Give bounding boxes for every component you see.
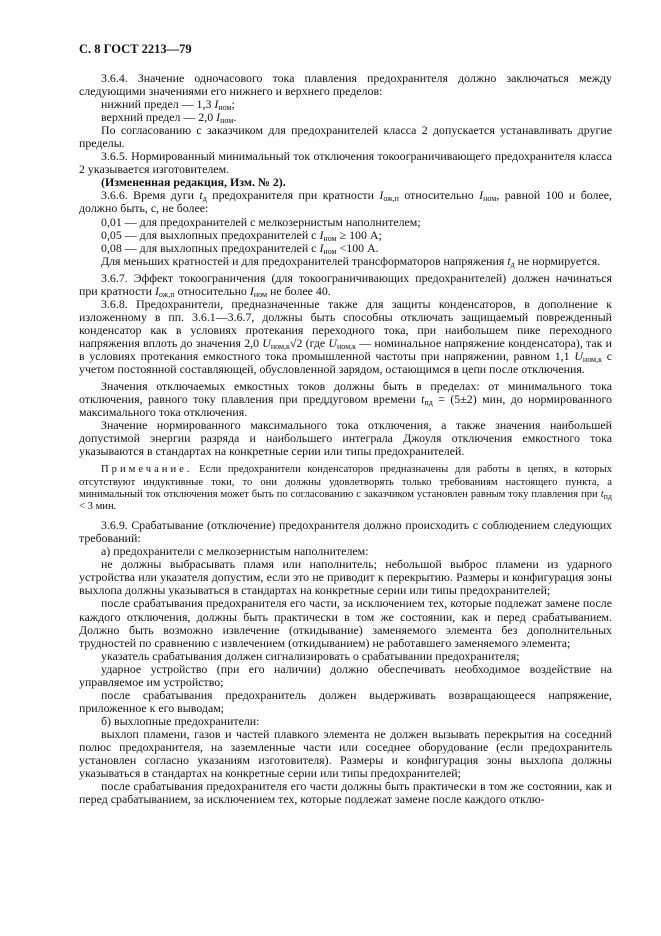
text-run: 0,01 — для предохранителей с мелкозернистым наполнителем; <box>101 214 421 229</box>
paragraph <box>79 419 612 458</box>
paragraph <box>79 189 612 215</box>
paragraph <box>79 689 612 715</box>
math-subscript: д <box>202 194 207 204</box>
math-subscript: ном <box>483 194 497 204</box>
text-run: = (5±2) мин, до нормированного максимального тока отключения. <box>79 392 612 420</box>
math-subscript: ож,п <box>158 289 175 299</box>
text-run: 3.6.8. Предохранители, предназначенные также для защиты конденсаторов, в дополнение к изложенному в пп. 3.6.1—3.6.7, должны быть способны отключать защищаемый поврежденный конденсатор как в условиях протекания переходного тока, при наибольшем пике переходного напряжения вплоть до значения 2,0 <box>79 296 612 350</box>
paragraph <box>79 728 612 780</box>
paragraph <box>79 255 612 268</box>
math-variable: U <box>574 348 583 363</box>
text-run: 3.6.6. Время дуги <box>101 188 200 203</box>
math-subscript: ном,к <box>582 354 602 364</box>
math-subscript: ном <box>253 289 268 299</box>
text-run: ; <box>231 97 235 112</box>
page-header: С. 8 ГОСТ 2213—79 <box>79 42 192 56</box>
text-run: 3.6.7. Эффект токоограничения (для токоограничивающих предохранителей) должен начинаться при кратности <box>79 270 612 298</box>
text-run: 0,05 — для выхлопных предохранителей с <box>101 227 320 242</box>
text-run: . <box>233 110 237 125</box>
math-variable: I <box>249 283 254 298</box>
text-run: нижний предел — 1,3 <box>101 97 215 112</box>
math-subscript: пд <box>603 491 612 501</box>
math-variable: I <box>216 110 221 125</box>
text-run: 3.6.5. Нормированный минимальный ток отключения токоограничивающего предохранителя класса 2 указывается изготовителем. <box>79 149 612 177</box>
text-run: после срабатывания предохранитель должен выдерживать возвращающееся напряжение, приложенное к его выводам; <box>79 687 612 715</box>
math-variable: t <box>421 392 425 407</box>
text-run: после срабатывания предохранителя его части, за исключением тех, которые подлежат замене после каждого отключения, должны быть практически в том же состоянии, как и перед срабатыванием. Должно быть возможно извлечение (откидывание) заменяемого элемента без дополнительных трудностей по сравнению с извлечением (откидыванием) не работавшего заменяемого элемента; <box>79 596 612 650</box>
math-variable: t <box>507 253 511 268</box>
math-variable: t <box>199 188 203 203</box>
paragraph <box>79 519 612 545</box>
paragraph <box>79 380 612 419</box>
text-run: (Измененная редакция, Изм. № 2). <box>101 175 286 190</box>
math-variable: U <box>262 335 271 350</box>
text-run: а) предохранители с мелкозернистым наполнителем: <box>101 544 369 559</box>
paragraph <box>79 298 612 376</box>
math-subscript: ном <box>323 233 337 243</box>
text-run: не должны выбрасывать пламя или наполнитель; небольшой выброс пламени из ударного устройства или указателя допустим, если это не приводит к перекрытию. Размеры и конфигурация зоны выхлопа должны указываться в стандартах на конкретные серии или типы предохранителей; <box>79 557 612 598</box>
text-run: Значения отключаемых емкостных токов должны быть в пределах: от минимального тока отключения, равного току плавления при преддуговом времени <box>79 379 612 407</box>
text-run: не нормируется. <box>514 253 601 268</box>
text-run: предохранителя при кратности <box>206 188 380 203</box>
text-run: ударное устройство (при его наличии) должно обеспечивать необходимое воздействие на управляемое им устройство; <box>79 661 612 689</box>
text-run: не более 40. <box>267 283 331 298</box>
text-run: указатель срабатывания должен сигнализировать о срабатывании предохранителя; <box>101 648 520 663</box>
math-subscript: ном,к <box>336 341 357 351</box>
paragraph <box>79 597 612 649</box>
text-run: , равной 100 и более, должно быть, с, не более: <box>79 188 612 216</box>
text-run: ≥ 100 А; <box>336 227 382 242</box>
math-subscript: пд <box>424 398 433 408</box>
text-run: 0,08 — для выхлопных предохранителей с <box>101 240 320 255</box>
paragraph <box>79 72 612 98</box>
math-variable: I <box>319 240 324 255</box>
text-run: Если предохранители конденсаторов предназначены для работы в цепях, в которых отсутствуют индуктивные токи, то они должны удовлетворять только требованиям настоящего пункта, а минимальный ток отключения может быть по согласованию с заказчиком установлен равным току плавления при <box>79 464 612 500</box>
text-run: 3.6.4. Значение одночасового тока плавления предохранителя должно заключаться между следующими значениями его нижнего и верхнего пределов: <box>79 71 612 99</box>
text-run: < 3 мин. <box>79 500 117 512</box>
math-variable: t <box>600 488 604 500</box>
text-run: — номинальное напряжение конденсатора), так и в условиях протекания емкостного тока промышленной частоты при напряжении, равном 1,1 <box>79 335 612 363</box>
math-subscript: д <box>510 259 515 269</box>
text-run: с учетом постоянной составляющей, обусловленной зарядом, остающимся в цепи после отключения. <box>79 348 612 377</box>
text-run: Значение нормированного максимального тока отключения, а также значения наибольшей допустимой энергии разряда и наибольшего интеграла Джоуля отключения емкостного тока указываются в стандартах на конкретные серии или типы предохранителей. <box>79 418 612 459</box>
math-variable: I <box>319 227 324 242</box>
math-variable: U <box>328 335 337 350</box>
math-variable: I <box>214 97 219 112</box>
note-label: Примечание. <box>101 464 193 476</box>
text-run: относительно <box>174 283 250 298</box>
text-run: выхлоп пламени, газов и частей плавкого элемента не должен вызывать перекрытия на соседний полюс предохранителя, на заземленные части или соседнее оборудование (если предохранитель установлен согласно указаниям изготовителя). Размеры и конфигурация зоны выхлопа должны указываться в стандартах на конкретные серии или типы предохранителей; <box>79 726 612 781</box>
text-run: б) выхлопные предохранители: <box>101 713 260 728</box>
text-run: По согласованию с заказчиком для предохранителей класса 2 допускается устанавливать другие пределы. <box>79 123 612 151</box>
math-subscript: ном <box>323 246 337 256</box>
math-variable: I <box>154 283 159 298</box>
math-subscript: ож,п <box>383 194 399 204</box>
note-paragraph <box>79 464 612 513</box>
math-subscript: ном,к <box>270 341 290 351</box>
paragraph <box>79 272 612 298</box>
paragraph <box>79 558 612 597</box>
text-run: после срабатывания предохранителя его части должны быть практически в том же состоянии, как и перед срабатыванием, за исключением тех, которые подлежат замене после каждого отклю- <box>79 779 612 807</box>
math-variable: I <box>379 188 384 203</box>
document-body <box>79 72 612 806</box>
paragraph <box>79 780 612 806</box>
text-run: 3.6.9. Срабатывание (отключение) предохранителя должно происходить с соблюдением следующих требований: <box>79 518 612 546</box>
text-run: относительно <box>398 188 480 203</box>
math-subscript: ном <box>220 116 234 126</box>
text-run: верхний предел — 2,0 <box>101 110 217 125</box>
paragraph <box>79 150 612 176</box>
text-run: <100 А. <box>336 240 379 255</box>
paragraph <box>79 124 612 150</box>
text-run: Для меньших кратностей и для предохранителей трансформаторов напряжения <box>101 253 508 268</box>
paragraph <box>79 663 612 689</box>
math-variable: I <box>479 188 484 203</box>
math-subscript: ном <box>218 103 232 113</box>
text-run: √2 (где <box>289 335 329 350</box>
